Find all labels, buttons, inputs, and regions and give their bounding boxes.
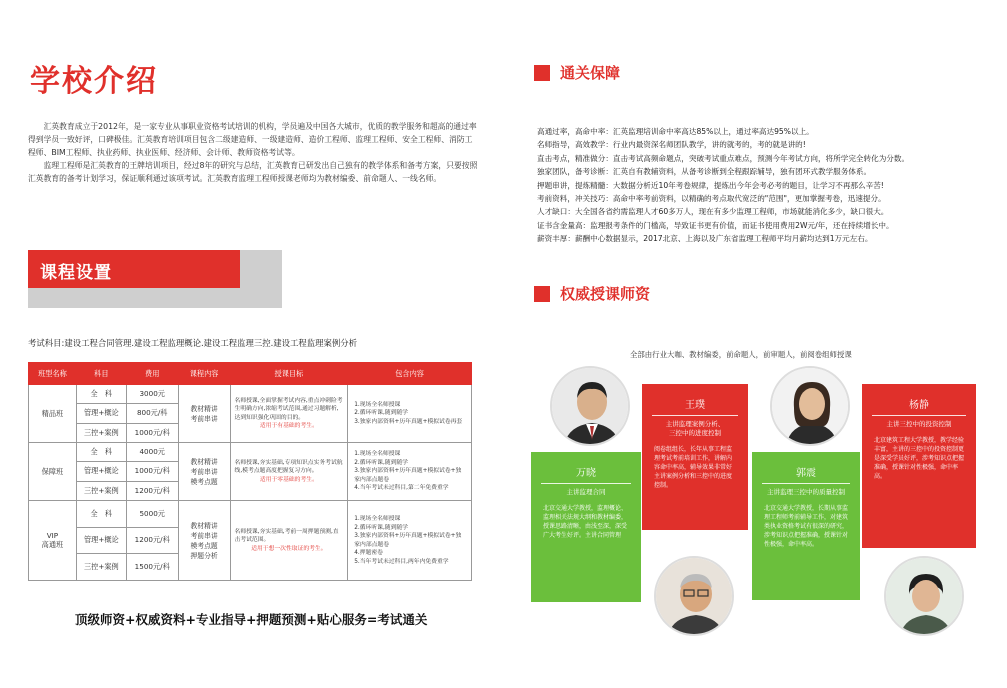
goal-cell (230, 385, 348, 443)
person-icon (772, 368, 850, 446)
teacher-name: 万晓 (576, 468, 596, 479)
person-icon (552, 368, 630, 446)
teacher-card-wanxiao (531, 452, 641, 602)
col-header: 班型名称 (29, 363, 77, 385)
col-header: 费用 (126, 363, 178, 385)
method-cell: 教材精讲 考前串讲 模考点题 (178, 443, 230, 501)
slogan: 顶级师资+权威资料+专业指导+押题预测+贴心服务=考试通关 (75, 612, 428, 627)
goal-cell (230, 501, 348, 581)
subject-cell: 三控+案例 (76, 481, 126, 500)
guarantee-item: 证书含金量高：监理报考条件的门槛高，导致证书更有价值，而证书使用费用2W元/年，还在持续增长中。 (537, 220, 894, 230)
teacher-card-yangjing (862, 384, 976, 548)
guarantee-item: 考前资料，冲关技巧：高命中率考前资料，以精确的考点取代宽泛的"范围"，更加掌握考卷，迅速提分。 (537, 194, 886, 204)
subject-cell: 全 科 (76, 443, 126, 462)
fee-cell: 4000元 (126, 443, 178, 462)
teacher-name: 杨静 (909, 400, 929, 411)
teacher-name: 郭震 (796, 468, 816, 479)
guarantee-list (537, 125, 977, 246)
goal-text: 名师授课,夯实基础,考前一周押题预测,直击考试范围。 (234, 528, 339, 544)
person-icon (886, 558, 964, 636)
fee-cell: 5000元 (126, 501, 178, 528)
guarantee-item: 押题串讲，提炼精髓：大数据分析近10年考卷规律，提炼出今年会考必考的题目，让学习不再那么辛苦! (537, 180, 884, 190)
subject-cell: 全 科 (76, 385, 126, 404)
teachers-heading (534, 283, 650, 304)
teacher-desc: 北京交通大学教授，监理概论、监理相关法规大纲和教材编委，授课思路清晰，由浅至深，深受广大考生好评。主讲合同管理 (543, 505, 628, 539)
page-title: 学校介绍 (30, 64, 158, 99)
teacher-role: 主讲三控中的投资控制 (886, 420, 952, 428)
teacher-desc: 北京交通大学教授，长期从事监理工程师考前辅导工作，对建筑类执业资格考试有很深的研究，涉考知识点把握准确，授课针对性极强，命中率高。 (764, 505, 849, 548)
guarantee-item: 薪资丰厚：薪酬中心数据显示，2017北京、上海以及广东省监理工程师平均月薪均达到1万元左右。 (537, 234, 873, 244)
table-row (29, 443, 472, 462)
fee-cell: 1000元/科 (126, 423, 178, 442)
teacher-card-guozhen (752, 452, 860, 600)
method-cell: 教材精讲 考前串讲 模考点题 押题分析 (178, 501, 230, 581)
teacher-photo-3 (654, 556, 734, 636)
class-name: VIP 高通班 (29, 501, 77, 581)
teacher-role: 主讲监理案例分析、 三控中的进度控制 (665, 420, 725, 437)
include-cell: 1.现场全名师授课 2.循环听课,随到随学 3.独家内部资料+历年真题+模拟试卷再套 (348, 385, 472, 443)
subject-cell: 管理+概论 (76, 404, 126, 423)
guarantee-heading (534, 62, 620, 83)
course-table (28, 362, 472, 581)
goal-note: 适用于有基础的考生。 (259, 423, 318, 429)
guarantee-item: 直击考点，精准做分：直击考试高频命题点，突破考试重点难点，预测今年考试方向，将所学完全转化为分数。 (537, 153, 910, 163)
fee-cell: 1500元/科 (126, 554, 178, 581)
col-header: 科目 (76, 363, 126, 385)
teacher-role: 主讲监理三控中的质量控制 (767, 488, 845, 496)
person-icon (656, 558, 734, 636)
teacher-desc: 阅卷组组长，长年从事工程监理考试考前培训工作，讲解内容命中率高，辅导效果非常好主讲案例分析和三控中的进度控制。 (654, 446, 733, 489)
exam-subjects: 考试科目:建设工程合同管理.建设工程监理概论.建设工程监理三控.建设工程监理案例分析 (28, 338, 358, 348)
table-header-row (29, 363, 472, 385)
red-square-icon (534, 286, 550, 302)
teachers-caption: 全部由行业大咖、教材编委，前命题人，前审题人，前阅卷组师授课 (630, 350, 852, 359)
teachers-title: 权威授课师资 (560, 285, 651, 303)
guarantee-item: 名师指导，高效教学：行业内最资深名师团队教学，讲的就考的，考的就是讲的! (537, 140, 806, 150)
col-header: 授课目标 (230, 363, 348, 385)
red-square-icon (534, 65, 550, 81)
include-cell: 1.现场全名师授课 2.循环听课,随到随学 3.独家内部资料+历年真题+模拟试卷+独家内部点题卷 4.押题密卷 5.当年考试未过科目,两年内免费重学 (348, 501, 472, 581)
teacher-photo-2 (770, 366, 850, 446)
goal-cell (230, 443, 348, 501)
col-header: 课程内容 (178, 363, 230, 385)
guarantee-title: 通关保障 (560, 64, 621, 82)
guarantee-item: 独家团队，备考诊断：汇英自有教辅资料，从备考诊断到全程跟踪辅导，独有团环式教学服务体系。 (537, 167, 872, 177)
fee-cell: 3000元 (126, 385, 178, 404)
intro-text (28, 120, 478, 185)
subject-cell: 三控+案例 (76, 554, 126, 581)
fee-cell: 1200元/科 (126, 527, 178, 554)
divider (541, 483, 631, 484)
course-section-title: 课程设置 (28, 250, 240, 288)
subject-cell: 管理+概论 (76, 527, 126, 554)
divider (762, 483, 850, 484)
goal-text: 名师授课,全面掌握考试内容,重点冲刺险考生明确方向,浓缩考试范围,通过习题解析,达到知识强化巩固的目的。 (234, 397, 343, 421)
teacher-photo-1 (550, 366, 630, 446)
include-cell: 1.现场全名师授课 2.循环听课,随到随学 3.独家内部资料+历年真题+模拟试卷+独家内部点题卷 4.当年考试未过科目,第二年免费重学 (348, 443, 472, 501)
teacher-card-wangpu (642, 384, 748, 530)
goal-text: 名师授课,夯实基础,专项知识点实务考试航线,模考点题高度把握复习方向。 (234, 459, 343, 475)
guarantee-item: 高通过率，高命中率：汇英监理培训命中率高达85%以上，通过率高达95%以上。 (537, 127, 814, 136)
class-name: 保障班 (29, 443, 77, 501)
fee-cell: 1200元/科 (126, 481, 178, 500)
fee-cell: 1000元/科 (126, 462, 178, 481)
divider (872, 415, 966, 416)
subject-cell: 管理+概论 (76, 462, 126, 481)
goal-note: 适用于想一次性取证的考生。 (251, 545, 327, 552)
teacher-role: 主讲监理合同 (566, 488, 606, 496)
method-cell: 教材精讲 考前串讲 (178, 385, 230, 443)
teacher-name: 王璞 (685, 400, 705, 411)
col-header: 包含内容 (348, 363, 472, 385)
fee-cell: 800元/科 (126, 404, 178, 423)
intro-paragraph-1: 汇英教育成立于2012年，是一家专业从事职业资格考试培训的机构，学员遍及中国各大城市，优质的教学服务和超高的通过率得到学员一致好评，口碑极佳。汇英教育培训项目包含二级建造师、一级建造师、造价工程师、监理工程师、安全工程师、消防工程师、BIM工程师、执业药师、执业医师、经济师、会计师、教师资格考试等。 (28, 122, 477, 157)
class-name: 精品班 (29, 385, 77, 443)
goal-note: 适用于零基础的考生。 (259, 476, 318, 483)
table-row (29, 501, 472, 528)
intro-paragraph-2: 监理工程师是汇英教育的王牌培训项目，经过8年的研究与总结，汇英教育已研发出自己独有的教学体系和备考方案，只要按照汇英教育的备考计划学习，保证顺利通过该项考试。汇英教育监理工程师授课老师均为教材编委、前命题人、一线名师。 (28, 161, 478, 183)
subject-cell: 三控+案例 (76, 423, 126, 442)
subject-cell: 全 科 (76, 501, 126, 528)
teacher-desc: 北京建筑工程大学教授，教学经验丰富，主讲的三控中的投资控制更是深受学员好评，涉考知识点把握准确，授课针对性极强，命中率高。 (874, 437, 965, 480)
divider (652, 415, 738, 416)
table-row (29, 385, 472, 404)
teacher-photo-4 (884, 556, 964, 636)
guarantee-item: 人才缺口：大全国各省约需监理人才60多万人，现在有多少监理工程师，市场就能消化多少，缺口很大。 (537, 207, 889, 217)
